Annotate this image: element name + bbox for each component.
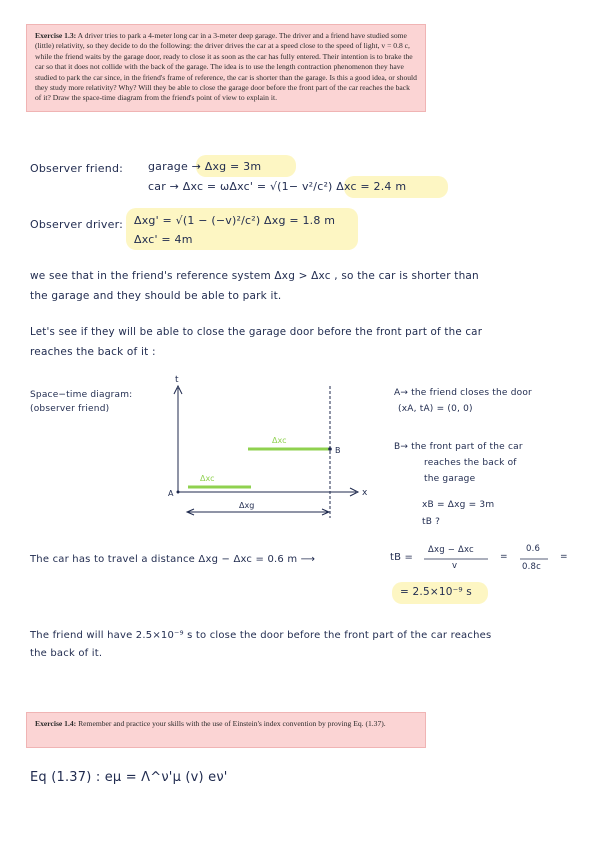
garage-arrow-right-head xyxy=(322,509,329,515)
calc-eq-2: = xyxy=(560,552,568,562)
point-b-label: B xyxy=(335,446,341,455)
calc-frac1-num: Δxg − Δxc xyxy=(428,545,474,555)
driver-label: Observer driver: xyxy=(30,218,124,231)
note-a-line-1: A→ the friend closes the door xyxy=(394,388,532,398)
calc-frac2-num: 0.6 xyxy=(526,544,541,554)
final-line-2: the back of it. xyxy=(30,648,103,659)
note-b-line-1: B→ the front part of the car xyxy=(394,442,523,452)
final-line-1: The friend will have 2.5×10⁻⁹ s to close the door before the front part of the car reaches xyxy=(30,630,492,641)
calc-tb: tB = xyxy=(390,552,414,563)
note-b-line-4: xB = Δxg = 3m xyxy=(422,500,495,510)
car-upper-label: Δxc xyxy=(272,436,287,445)
conclusion-line-1: we see that in the friend's reference system Δxg > Δxc , so the car is shorter than xyxy=(30,270,479,282)
note-b-line-3: the garage xyxy=(424,474,476,484)
diagram-subtitle: (observer friend) xyxy=(30,404,110,414)
x-axis-label: x xyxy=(362,488,368,498)
note-a-line-2: (xA, tA) = (0, 0) xyxy=(398,404,473,414)
exercise-1-3-text: A driver tries to park a 4-meter long car in a 3-meter deep garage. The driver and a friend have studied some (little) relativity, so they decide to do the following: the driver drives the car at a speed close to the speed of light, v = 0.8 c, while the friend waits by the garage door, ready to close it as soon as the car has fully entered. Their intention is to brake the car so that it does not collide with the back of the garage. The idea is to use the length contraction phenomenon they have studied to park the car since, in the friend's frame of reference, the car is shorter than the garage. Is this a good idea, or should they study more relativity? Why? Will they be able to close the garage door before the front part of the car reaches the back of it? Draw the space-time diagram from the friend's point of view to explain it. xyxy=(35,31,417,103)
calc-frac1-den: v xyxy=(452,561,458,571)
exercise-1-4-box xyxy=(26,712,426,748)
eq-1-37: Eq (1.37) : eμ = Λ^ν'μ (v) eν' xyxy=(30,770,228,785)
calc-text: The car has to travel a distance Δxg − Δxc = 0.6 m ⟶ xyxy=(30,554,316,565)
garage-length-label: Δxg xyxy=(239,501,255,510)
garage-arrow-left-head xyxy=(187,509,194,515)
exercise-1-4-text: Remember and practice your skills with the use of Einstein's index convention by proving Eq. (1.37). xyxy=(76,719,386,728)
exercise-1-4-title: Exercise 1.4: xyxy=(35,719,77,728)
driver-line-2: Δxc' = 4m xyxy=(134,233,193,246)
friend-garage-line: garage → Δxg = 3m xyxy=(148,160,262,173)
conclusion-line-2: the garage and they should be able to park it. xyxy=(30,290,282,302)
question-line-2: reaches the back of it : xyxy=(30,346,156,358)
exercise-1-3-title: Exercise 1.3: xyxy=(35,31,77,40)
diagram-title: Space−time diagram: xyxy=(30,390,133,400)
x-axis-arrowhead xyxy=(350,488,358,496)
point-b-marker xyxy=(328,447,332,451)
calc-result: = 2.5×10⁻⁹ s xyxy=(400,586,472,598)
note-b-line-2: reaches the back of xyxy=(424,458,517,468)
question-line-1: Let's see if they will be able to close the garage door before the front part of the car xyxy=(30,326,483,338)
note-b-line-5: tB ? xyxy=(422,517,441,527)
point-a-marker xyxy=(177,491,180,494)
car-lower-label: Δxc xyxy=(200,474,215,483)
t-axis-arrowhead xyxy=(174,386,182,394)
point-a-label: A xyxy=(168,489,174,498)
t-axis-label: t xyxy=(175,375,179,385)
friend-car-line: car → Δxc = ωΔxc' = √(1− v²/c²) Δxc = 2.4 m xyxy=(148,180,407,193)
exercise-1-3-box xyxy=(26,24,426,112)
calc-eq: = xyxy=(500,552,508,562)
calc-frac2-den: 0.8c xyxy=(522,562,541,572)
driver-line-1: Δxg' = √(1 − (−v)²/c²) Δxg = 1.8 m xyxy=(134,214,336,227)
friend-label: Observer friend: xyxy=(30,162,124,175)
